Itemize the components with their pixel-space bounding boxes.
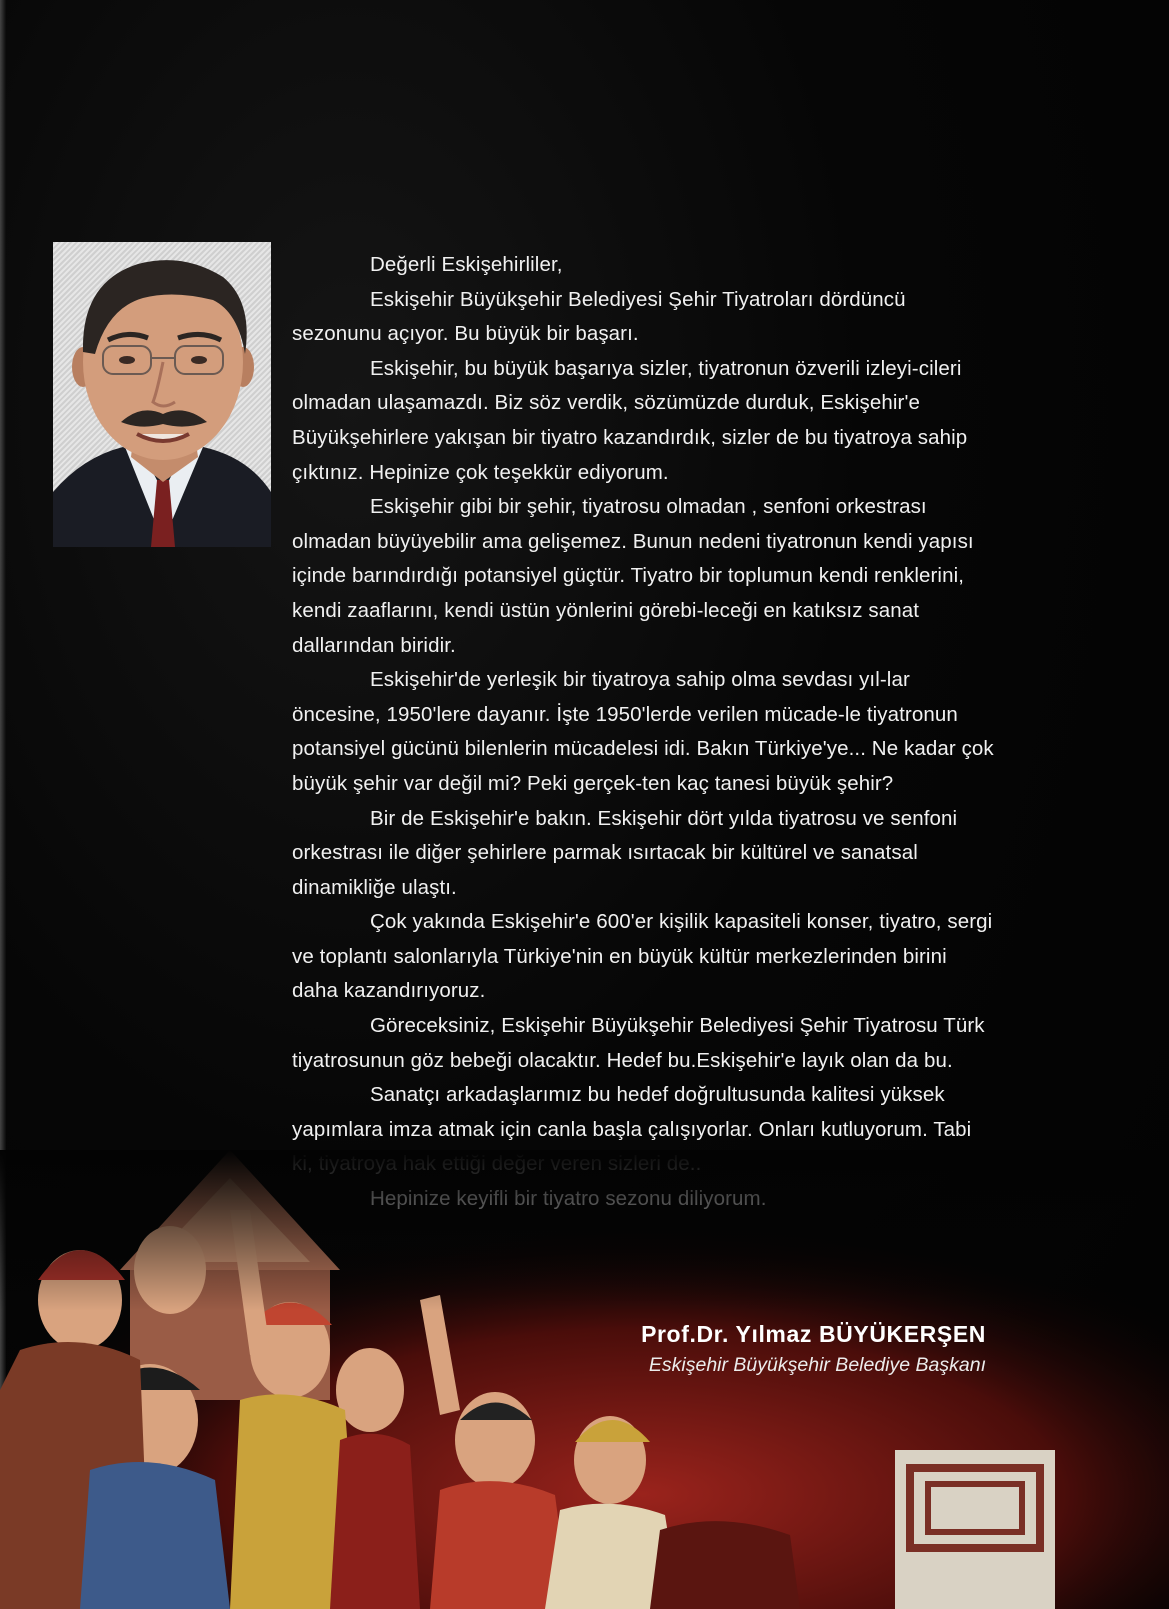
stage-photo <box>0 1150 1169 1609</box>
letter-paragraph: Eskişehir Büyükşehir Belediyesi Şehir Tiyatroları dördüncü sezonunu açıyor. Bu büyük bir başarı. <box>292 287 906 346</box>
letter-paragraph: Göreceksiniz, Eskişehir Büyükşehir Belediyesi Şehir Tiyatrosu Türk tiyatrosunun göz bebeği olacaktır. Hedef bu.Eskişehir'e layık olan da bu. <box>292 1014 985 1072</box>
signature-name: Prof.Dr. Yılmaz BÜYÜKERŞEN <box>641 1321 986 1347</box>
letter-paragraph: Eskişehir'de yerleşik bir tiyatroya sahip olma sevdası yıl-lar öncesine, 1950'lere dayanır. İşte 1950'lerde verilen mücade-le tiyatronun potansiyel gücünü bilenlerin mücadelesi idi. Bakın Türkiye'ye... Ne kadar çok büyük şehir var değil mi? Peki gerçek-ten kaç tanesi büyük şehir? <box>292 668 994 795</box>
letter-paragraph: Bir de Eskişehir'e bakın. Eskişehir dört yılda tiyatrosu ve senfoni orkestrası ile diğer şehirlere parmak ısırtacak bir kültürel ve sanatsal dinamikliğe ulaştı. <box>292 806 958 899</box>
letter-body <box>292 248 997 1217</box>
letter-paragraph: Eskişehir, bu büyük başarıya sizler, tiyatronun özverili izleyi-cileri olmadan ulaşamazdı. Biz söz verdik, sözümüzde durduk, Eskişehir'e Büyükşehirlere yakışan bir tiyatro kazandırdık, sizler de bu tiyatroya sahip çıktınız. Hepinize çok teşekkür ediyorum. <box>292 356 968 484</box>
letter-paragraph: Sanatçı arkadaşlarımız bu hedef doğrultusunda kalitesi yüksek yapımlara imza atmak için canla başla çalışıyorlar. Onları kutluyorum. Tabi <box>292 1083 972 1141</box>
letter-paragraph: Eskişehir gibi bir şehir, tiyatrosu olmadan , senfoni orkestrası olmadan büyüyebilir ama gelişemez. Bunun nedeni tiyatronun kendi yapısı içinde barındırdığı potansiyel güçtür. Tiyatro bir toplumun kendi renklerini, kendi zaaflarını, kendi üstün yönlerini görebi-leceği en katıksız sanat dallarından biridir. <box>292 495 974 657</box>
letter-salutation: Değerli Eskişehirliler, <box>370 253 563 276</box>
signature-block <box>641 1318 986 1380</box>
portrait-photo <box>53 242 271 547</box>
letter-paragraph: Çok yakında Eskişehir'e 600'er kişilik kapasiteli konser, tiyatro, sergi ve toplantı salonlarıyla Türkiye'nin en büyük kültür merkezlerinden birini daha kazandırıyoruz. <box>292 910 993 1003</box>
signature-title: Eskişehir Büyükşehir Belediye Başkanı <box>648 1354 986 1376</box>
portrait-illustration <box>53 242 271 547</box>
